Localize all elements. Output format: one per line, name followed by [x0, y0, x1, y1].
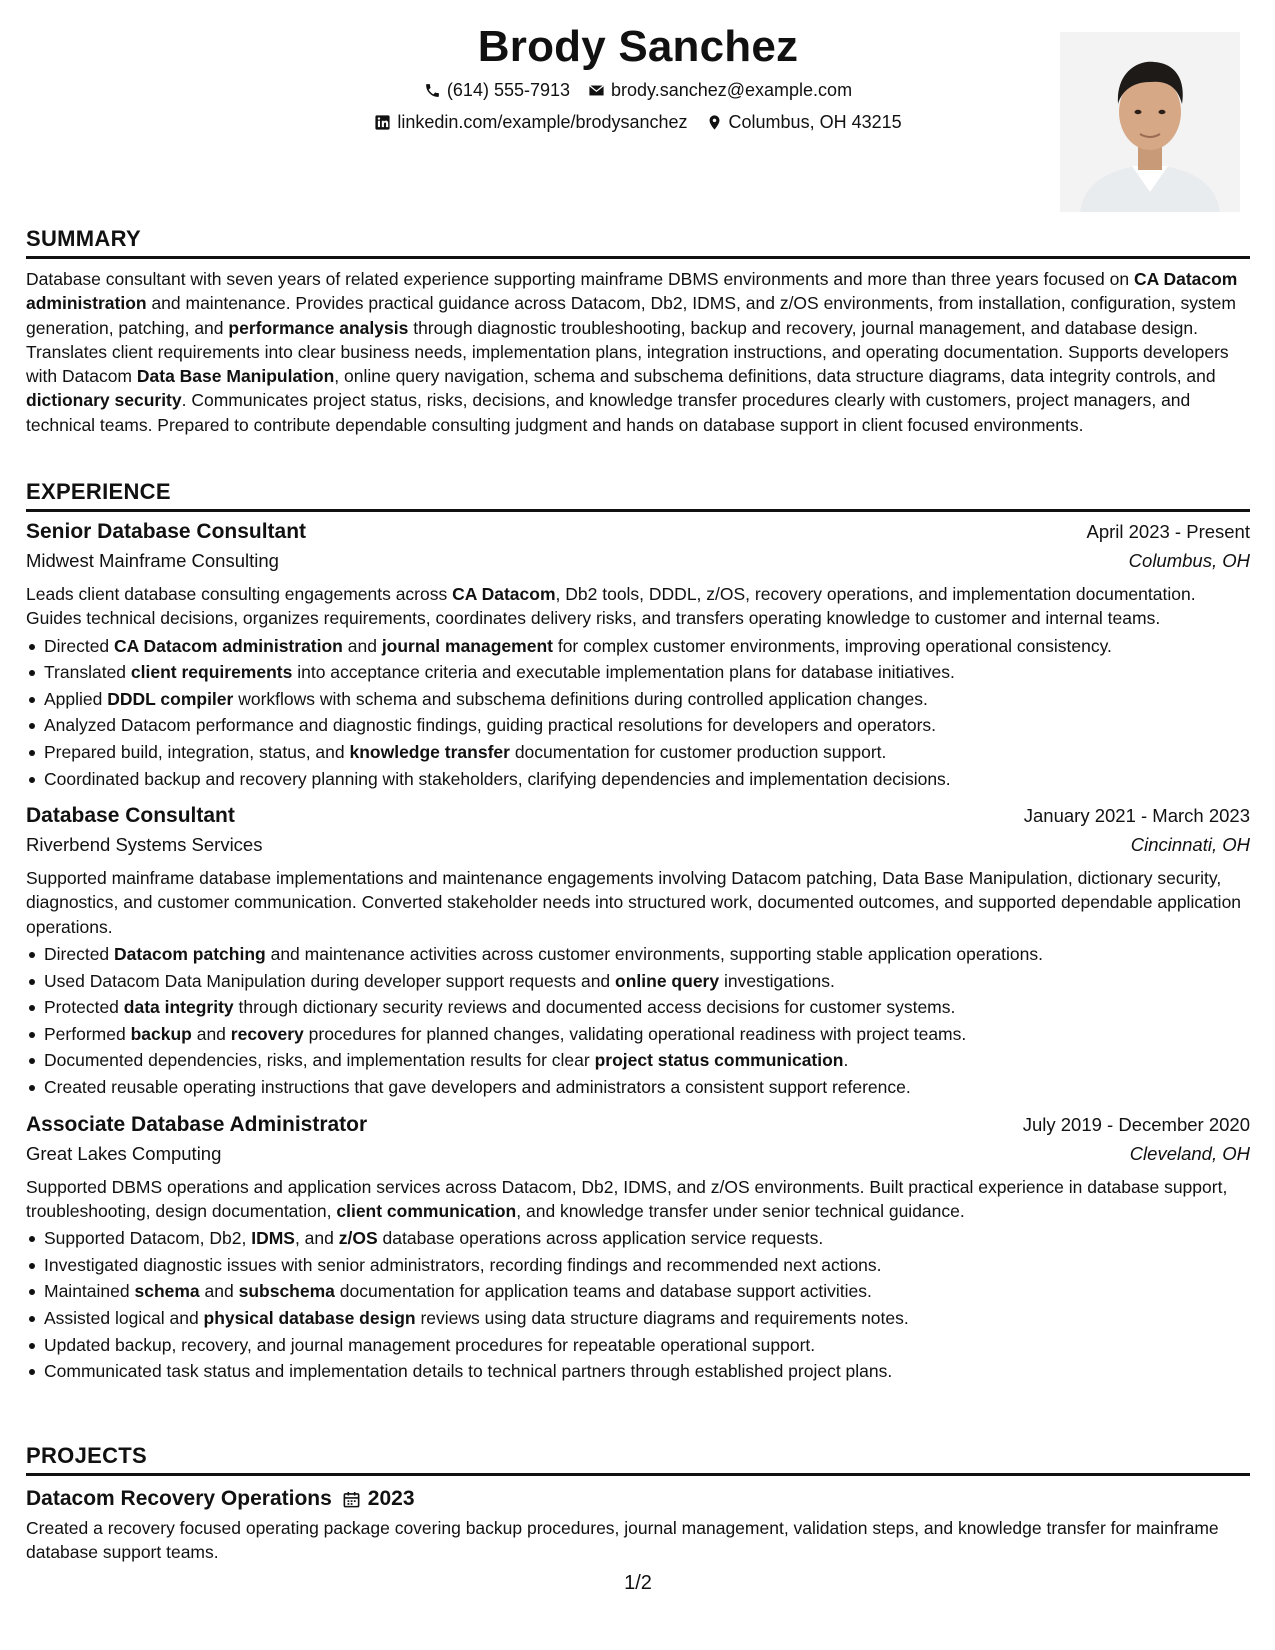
job-location: Cleveland, OH — [1129, 1142, 1250, 1164]
text-run: Directed — [44, 635, 115, 656]
job-description — [26, 582, 1250, 631]
text-run: procedures for planned changes, validating operational readiness with project teams. — [303, 1023, 967, 1044]
bold-keyword: CA Datacom administration — [26, 269, 1238, 314]
bullet-item — [26, 1225, 1250, 1252]
bold-keyword: online query — [615, 970, 720, 991]
bold-keyword: Datacom patching — [114, 944, 266, 965]
bold-keyword: performance analysis — [228, 317, 409, 338]
bullet-item — [26, 1252, 1250, 1279]
bold-keyword: backup — [130, 1023, 192, 1044]
summary-section — [26, 226, 1250, 437]
bullet-item — [26, 968, 1250, 995]
experience-heading: EXPERIENCE — [26, 479, 1250, 512]
summary-text — [26, 267, 1250, 437]
bullet-item — [26, 1358, 1250, 1385]
job-entry — [26, 520, 1250, 792]
job-location: Cincinnati, OH — [1130, 834, 1250, 856]
linkedin-url[interactable]: linkedin.com/example/brodysanchez — [397, 112, 688, 132]
text-run: , and knowledge transfer under senior technical guidance. — [516, 1200, 965, 1221]
job-company: Riverbend Systems Services — [26, 834, 263, 856]
project-year: 2023 — [367, 1487, 415, 1510]
profile-photo — [1060, 32, 1240, 212]
job-title: Senior Database Consultant — [26, 520, 307, 543]
job-location: Columbus, OH — [1128, 550, 1250, 571]
text-run: , online query navigation, schema and subschema definitions, data structure diagrams, data integrity controls, and — [334, 366, 1216, 387]
summary-heading: SUMMARY — [26, 226, 1250, 259]
job-entry — [26, 1113, 1250, 1385]
project-header — [26, 1484, 1250, 1514]
bold-keyword: IDMS — [251, 1228, 295, 1249]
text-run: Communicated task status and implementation details to technical partners through established project plans. — [44, 1361, 893, 1382]
bold-keyword: CA Datacom administration — [114, 635, 343, 656]
text-run: Protected — [44, 997, 124, 1018]
phone-contact — [424, 80, 570, 101]
text-run: , Db2 tools, DDDL, z/OS, recovery operations, and implementation documentation. Guides technical decisions, organizes requirements, coordinates delivery risks, and transfers operating knowledge to customer and internal teams. — [26, 584, 1196, 629]
text-run: Coordinated backup and recovery planning with stakeholders, clarifying dependencies and implementation decisions. — [44, 768, 951, 789]
job-description — [26, 866, 1250, 939]
bold-keyword: DDDL compiler — [107, 688, 234, 709]
location-text: Columbus, OH 43215 — [728, 112, 902, 132]
text-run: Directed — [44, 944, 115, 965]
bullet-item — [26, 633, 1250, 660]
experience-section — [26, 479, 1250, 1397]
bullet-item — [26, 994, 1250, 1021]
job-bullets — [26, 1225, 1250, 1385]
portrait-image — [1060, 32, 1240, 212]
bullet-item — [26, 739, 1250, 766]
page-number: 1/2 — [624, 1572, 652, 1594]
project-title: Datacom Recovery Operations — [26, 1487, 332, 1510]
text-run: Maintained — [44, 1281, 135, 1302]
text-run: Supported mainframe database implementations and maintenance engagements involving Datacom patching, Data Base Manipulation, dictionary security, diagnostics, and customer communication. Converted stakeholder needs into structured work, documented outcomes, and supported dependable application operations. — [26, 868, 1242, 937]
map-pin-icon — [706, 114, 723, 131]
bullet-item — [26, 1305, 1250, 1332]
project-entry — [26, 1484, 1250, 1565]
linkedin-icon — [374, 114, 391, 131]
text-run: workflows with schema and subschema definitions during controlled application changes. — [233, 688, 928, 709]
job-company: Midwest Mainframe Consulting — [26, 550, 279, 571]
bullet-item — [26, 1021, 1250, 1048]
bullet-item — [26, 1278, 1250, 1305]
text-run: and maintenance activities across customer environments, supporting stable application operations. — [265, 944, 1043, 965]
text-run: documentation for customer production support. — [509, 741, 887, 762]
text-run: Applied — [44, 688, 108, 709]
calendar-icon — [342, 1490, 361, 1509]
bullet-item — [26, 1332, 1250, 1359]
bold-keyword: project status communication — [594, 1050, 844, 1071]
projects-heading: PROJECTS — [26, 1443, 1250, 1476]
text-run: Analyzed Datacom performance and diagnostic findings, guiding practical resolutions for developers and operators. — [44, 715, 937, 736]
resume-page — [26, 0, 1250, 1650]
job-title: Associate Database Administrator — [26, 1112, 368, 1136]
phone-icon — [424, 82, 441, 99]
bold-keyword: recovery — [230, 1023, 304, 1044]
text-run: Created reusable operating instructions that gave developers and administrators a consistent support reference. — [44, 1077, 911, 1098]
text-run: . — [843, 1050, 849, 1071]
job-subheader — [26, 834, 1250, 866]
email-contact[interactable] — [588, 80, 852, 101]
bold-keyword: client communication — [336, 1200, 517, 1221]
bullet-item — [26, 941, 1250, 968]
bullet-item — [26, 1074, 1250, 1101]
text-run: through diagnostic troubleshooting, backup and recovery, journal management, and database design. Translates client requirements into clear business needs, implementation plans, integration instructions, and operating documentation. Supports developers with Datacom — [26, 317, 1229, 387]
bullet-item — [26, 659, 1250, 686]
phone-number: (614) 555-7913 — [446, 80, 571, 100]
job-header — [26, 1113, 1250, 1143]
project-description: Created a recovery focused operating package covering backup procedures, journal management, validation steps, and knowledge transfer for mainframe database support teams. — [26, 1518, 1219, 1563]
text-run: Translated — [44, 662, 131, 683]
job-dates: April 2023 - Present — [1086, 521, 1250, 542]
text-run: and — [342, 635, 382, 656]
bullet-item — [26, 1047, 1250, 1074]
job-entry — [26, 804, 1250, 1100]
bullet-item — [26, 712, 1250, 739]
candidate-name: Brody Sanchez — [477, 22, 799, 71]
text-run: Documented dependencies, risks, and implementation results for clear — [44, 1050, 595, 1071]
text-run: Used Datacom Data Manipulation during developer support requests and — [44, 970, 616, 991]
text-run: Database consultant with seven years of related experience supporting mainframe DBMS environments and more than three years focused on — [26, 269, 1134, 289]
text-run: into acceptance criteria and executable implementation plans for database initiatives. — [292, 662, 955, 683]
text-run: and — [191, 1023, 231, 1044]
bold-keyword: client requirements — [130, 662, 293, 683]
projects-section — [26, 1443, 1250, 1565]
text-run: Supported Datacom, Db2, — [44, 1228, 252, 1249]
text-run: Assisted logical and — [44, 1307, 204, 1328]
job-company: Great Lakes Computing — [26, 1142, 222, 1164]
job-bullets — [26, 633, 1250, 793]
text-run: , and — [294, 1228, 339, 1249]
job-dates: January 2021 - March 2023 — [1023, 805, 1250, 827]
text-run: investigations. — [719, 970, 835, 991]
resume-header — [26, 0, 1250, 212]
text-run: and — [199, 1281, 239, 1302]
job-bullets — [26, 941, 1250, 1101]
bold-keyword: z/OS — [338, 1228, 378, 1249]
text-run: Investigated diagnostic issues with senior administrators, recording findings and recommended next actions. — [44, 1254, 882, 1275]
job-header — [26, 804, 1250, 834]
text-run: through dictionary security reviews and documented access decisions for customer systems. — [233, 997, 956, 1018]
text-run: Updated backup, recovery, and journal management procedures for repeatable operational support. — [44, 1334, 816, 1355]
envelope-icon — [588, 82, 605, 99]
text-run: documentation for application teams and database support activities. — [334, 1281, 872, 1302]
bold-keyword: dictionary security — [26, 390, 182, 411]
bullet-item — [26, 766, 1250, 793]
bold-keyword: physical database design — [203, 1307, 416, 1328]
text-run: for complex customer environments, improving operational consistency. — [552, 635, 1112, 656]
text-run: . Communicates project status, risks, decisions, and knowledge transfer procedures clearly with customers, project managers, and technical teams. Prepared to contribute dependable consulting judgment and hands on database support in client focused environments. — [26, 390, 1191, 435]
linkedin-contact[interactable] — [374, 112, 687, 133]
project-date — [342, 1487, 415, 1511]
text-run: Prepared build, integration, status, and — [44, 741, 350, 762]
text-run: Supported DBMS operations and application services across Datacom, Db2, IDMS, and z/OS environments. Built practical experience in database support, troubleshooting, design documentation, — [26, 1176, 1228, 1221]
job-subheader — [26, 550, 1250, 582]
text-run: database operations across application service requests. — [377, 1228, 824, 1249]
text-run: and maintenance. Provides practical guidance across Datacom, Db2, IDMS, and z/OS environments, from installation, configuration, system generation, patching, and — [26, 293, 1236, 338]
job-title: Database Consultant — [26, 804, 235, 828]
job-header — [26, 520, 1250, 550]
bold-keyword: data integrity — [123, 997, 234, 1018]
job-subheader — [26, 1143, 1250, 1175]
bold-keyword: knowledge transfer — [349, 741, 510, 762]
text-run: Performed — [44, 1023, 131, 1044]
text-run: reviews using data structure diagrams and requirements notes. — [415, 1307, 909, 1328]
text-run: Leads client database consulting engagements across — [26, 584, 453, 604]
bold-keyword: subschema — [238, 1281, 335, 1302]
location-contact — [706, 112, 902, 133]
email-address[interactable]: brody.sanchez@example.com — [611, 80, 853, 100]
bold-keyword: schema — [134, 1281, 200, 1302]
job-dates: July 2019 - December 2020 — [1022, 1113, 1250, 1135]
bold-keyword: CA Datacom — [452, 584, 556, 604]
bullet-item — [26, 686, 1250, 713]
bold-keyword: journal management — [381, 635, 553, 656]
job-description — [26, 1175, 1250, 1224]
bold-keyword: Data Base Manipulation — [136, 366, 335, 387]
